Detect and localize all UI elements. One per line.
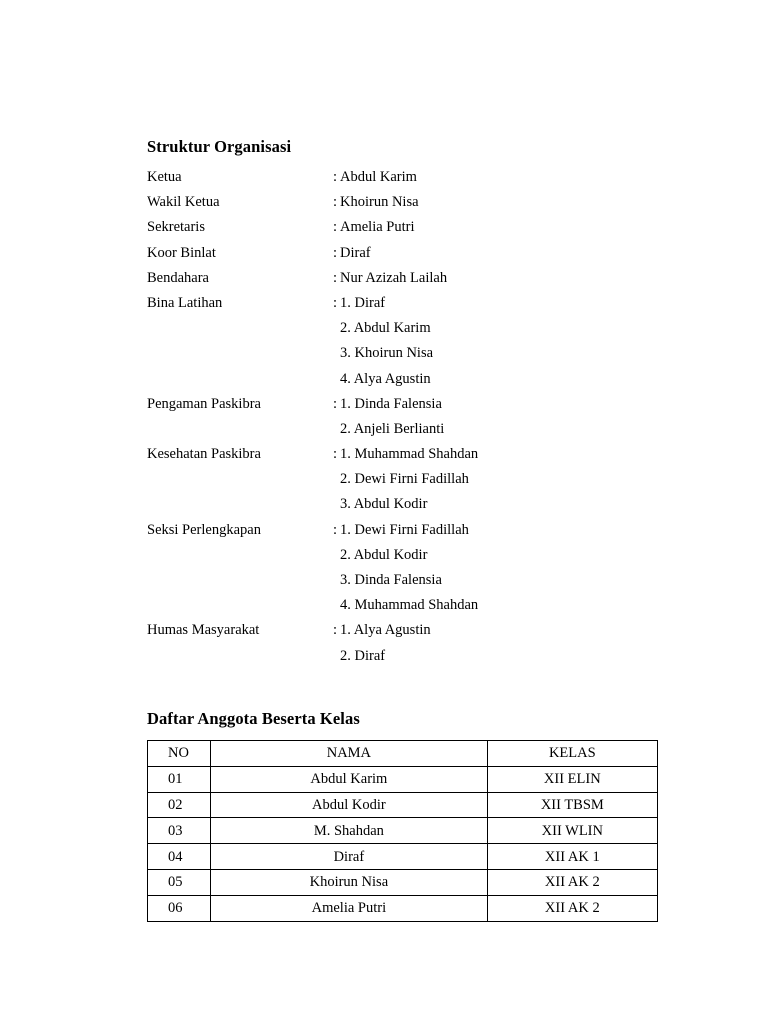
org-value: 2. Abdul Karim [340, 320, 431, 337]
org-colon: : [333, 244, 338, 261]
table-row [148, 792, 658, 818]
org-value: 2. Abdul Kodir [340, 546, 428, 563]
org-row [147, 570, 647, 595]
org-row [147, 318, 647, 343]
cell-no: 06 [148, 895, 211, 921]
org-value: 3. Khoirun Nisa [340, 345, 434, 362]
org-colon: : [333, 622, 338, 639]
org-value: 2. Anjeli Berlianti [340, 420, 445, 437]
org-value: 3. Dinda Falensia [340, 572, 442, 588]
org-row [147, 167, 647, 192]
org-structure-heading: Struktur Organisasi [147, 137, 292, 156]
org-role: Pengaman Paskibra [147, 395, 261, 412]
org-role: Bendahara [147, 269, 209, 286]
members-heading: Daftar Anggota Beserta Kelas [147, 709, 360, 728]
org-role: Kesehatan Paskibra [147, 446, 261, 463]
org-row [147, 419, 647, 444]
org-row [147, 394, 647, 419]
column-header-nama: NAMA [211, 741, 488, 767]
org-value: 3. Abdul Kodir [340, 496, 428, 513]
org-row [147, 646, 647, 671]
cell-no: 03 [148, 818, 211, 844]
org-row [147, 243, 647, 268]
org-value: Amelia Putri [340, 219, 415, 236]
org-colon: : [333, 169, 338, 185]
org-value: Nur Azizah Lailah [340, 269, 448, 286]
org-row [147, 469, 647, 494]
org-colon: : [333, 194, 338, 211]
org-role: Sekretaris [147, 219, 205, 236]
org-value: 1. Diraf [340, 294, 386, 311]
org-role: Wakil Ketua [147, 194, 220, 211]
cell-no: 05 [148, 869, 211, 895]
cell-nama: Abdul Kodir [211, 792, 488, 818]
org-row [147, 494, 647, 519]
cell-kelas: XII AK 1 [487, 844, 657, 870]
org-row [147, 520, 647, 545]
org-row [147, 293, 647, 318]
org-structure-list [147, 167, 647, 671]
org-row [147, 620, 647, 645]
cell-no: 01 [148, 766, 211, 792]
org-value: 2. Dewi Firni Fadillah [340, 471, 469, 488]
cell-kelas: XII AK 2 [487, 895, 657, 921]
org-value: Abdul Karim [340, 169, 417, 185]
org-role: Seksi Perlengkapan [147, 521, 261, 538]
cell-kelas: XII TBSM [487, 792, 657, 818]
table-row [148, 844, 658, 870]
org-colon: : [333, 446, 338, 463]
org-value: 2. Diraf [340, 647, 386, 664]
org-row [147, 268, 647, 293]
org-value: 1. Alya Agustin [340, 622, 431, 639]
cell-kelas: XII ELIN [487, 766, 657, 792]
cell-kelas: XII WLIN [487, 818, 657, 844]
table-row [148, 869, 658, 895]
table-row [148, 895, 658, 921]
column-header-no: NO [148, 741, 211, 767]
org-row [147, 192, 647, 217]
cell-nama: M. Shahdan [211, 818, 488, 844]
table-header-row [148, 741, 658, 767]
column-header-kelas: KELAS [487, 741, 657, 767]
org-value: 1. Dewi Firni Fadillah [340, 521, 469, 538]
cell-no: 02 [148, 792, 211, 818]
cell-kelas: XII AK 2 [487, 869, 657, 895]
org-colon: : [333, 269, 338, 286]
cell-nama: Khoirun Nisa [211, 869, 488, 895]
org-row [147, 595, 647, 620]
org-colon: : [333, 521, 338, 538]
org-value: 4. Muhammad Shahdan [340, 597, 479, 614]
org-row [147, 545, 647, 570]
org-colon: : [333, 219, 338, 236]
org-row [147, 217, 647, 242]
org-value: 4. Alya Agustin [340, 370, 431, 387]
org-colon: : [333, 395, 338, 412]
table-row [148, 766, 658, 792]
org-role: Humas Masyarakat [147, 622, 260, 639]
cell-nama: Abdul Karim [211, 766, 488, 792]
cell-nama: Amelia Putri [211, 895, 488, 921]
org-value: Diraf [340, 244, 371, 261]
org-role: Koor Binlat [147, 244, 216, 261]
org-value: 1. Dinda Falensia [340, 395, 442, 412]
org-row [147, 369, 647, 394]
org-row [147, 444, 647, 469]
org-colon: : [333, 294, 338, 311]
table-row [148, 818, 658, 844]
members-table [147, 740, 658, 922]
org-role: Ketua [147, 169, 182, 185]
cell-nama: Diraf [211, 844, 488, 870]
org-row [147, 343, 647, 368]
cell-no: 04 [148, 844, 211, 870]
org-value: Khoirun Nisa [340, 194, 419, 211]
org-role: Bina Latihan [147, 294, 223, 311]
org-value: 1. Muhammad Shahdan [340, 446, 479, 463]
